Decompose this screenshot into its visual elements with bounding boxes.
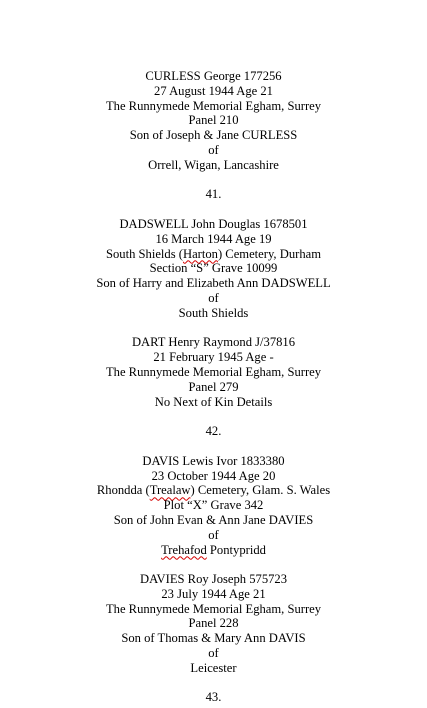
memorial-entry [0,217,427,321]
entry-hometown: Orrell, Wigan, Lancashire [148,157,279,172]
entry-plot: Panel 228 [188,616,239,631]
entry-hometown-text: Pontypridd [206,542,266,557]
entry-plot: Panel 279 [188,379,239,394]
entry-name: CURLESS George 177256 [145,69,282,83]
blank-line [0,173,427,188]
entry-plot: Panel 210 [188,113,239,128]
entry-name: DADSWELL John Douglas 1678501 [119,216,308,231]
memorial-entry [0,69,427,173]
entry-date-age: 27 August 1944 Age 21 [154,83,273,98]
entry-hometown [0,543,427,558]
entry-place: The Runnymede Memorial Egham, Surrey [105,601,322,616]
entry-place: The Runnymede Memorial Egham, Surrey [105,364,322,379]
memorial-entry [0,335,427,409]
entry-hometown: Leicester [190,660,237,675]
memorial-entry [0,572,427,676]
entry-place-text: ) Cemetery, Glam. S. Wales [190,483,331,498]
entry-place: The Runnymede Memorial Egham, Surrey [105,98,322,113]
entry-of: of [208,527,219,542]
blank-line [0,676,427,691]
entry-place-text: Rhondda ( [96,483,150,498]
page-number: 43. [205,690,222,705]
entry-place [0,247,427,262]
entry-plot: Section “S” Grave 10099 [149,261,278,276]
entry-place-text: ) Cemetery, Durham [217,246,321,261]
entry-place [0,483,427,498]
entry-date-age: 23 October 1944 Age 20 [151,468,276,483]
entry-plot: Plot “X” Grave 342 [163,498,264,513]
spellcheck-flagged-word[interactable]: Trealaw [149,483,191,498]
blank-line [0,409,427,424]
entry-of: of [208,646,219,661]
blank-line [0,321,427,336]
entry-of: of [208,142,219,157]
entry-name: DAVIS Lewis Ivor 1833380 [142,453,285,468]
entry-date-age: 16 March 1944 Age 19 [155,231,272,246]
entry-of: of [208,290,219,305]
entry-date-age: 21 February 1945 Age - [153,350,274,365]
entry-kin: Son of Harry and Elizabeth Ann DADSWELL [96,276,331,291]
spellcheck-flagged-word[interactable]: Harton [182,246,218,261]
entry-kin: Son of John Evan & Ann Jane DAVIES [113,512,314,527]
blank-line [0,439,427,454]
page-number: 41. [205,187,222,202]
entry-kin: No Next of Kin Details [154,394,273,409]
entry-hometown: South Shields [178,305,249,320]
page-number: 42. [205,424,222,439]
spellcheck-flagged-word[interactable]: Trehafod [161,542,207,557]
entry-kin: Son of Thomas & Mary Ann DAVIS [121,631,306,646]
memorial-entry [0,454,427,558]
blank-line [0,202,427,217]
entry-date-age: 23 July 1944 Age 21 [161,586,266,601]
entry-place-text: South Shields ( [105,246,183,261]
entry-name: DAVIES Roy Joseph 575723 [139,572,288,587]
entry-kin: Son of Joseph & Jane CURLESS [129,128,298,143]
blank-line [0,557,427,572]
entry-name: DART Henry Raymond J/37816 [131,335,296,350]
